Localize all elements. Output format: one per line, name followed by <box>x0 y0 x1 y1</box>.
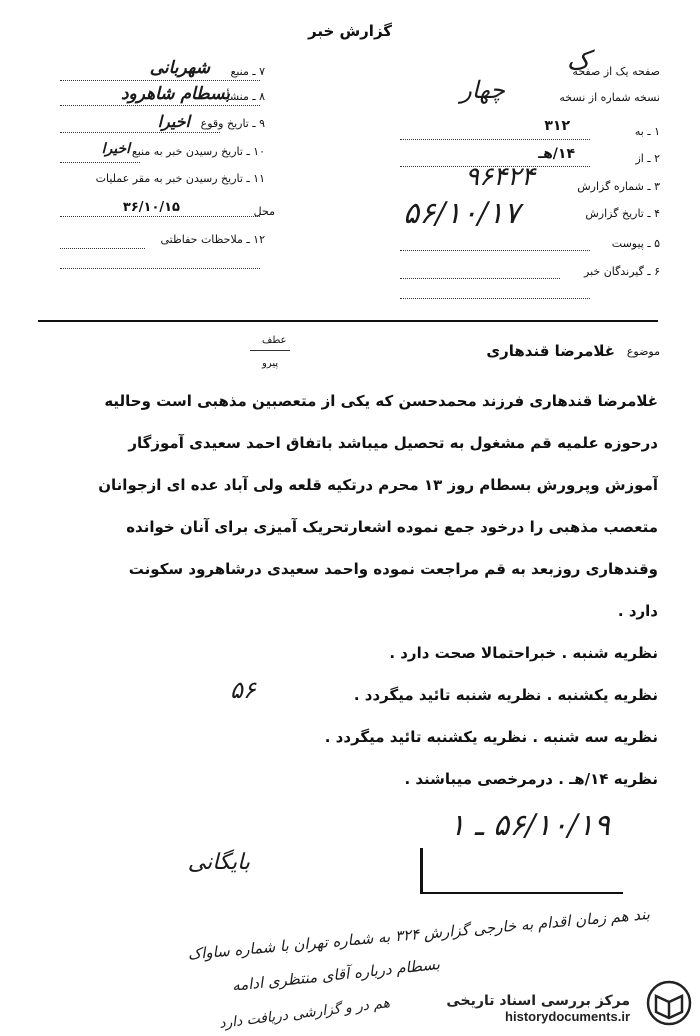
attachment-line <box>400 250 590 251</box>
body-line-4: متعصب مذهبی را درخود جمع نموده اشعارتحریک آمیزی برای آنان خوانده <box>126 518 658 536</box>
body-line-6: دارد . <box>617 602 658 620</box>
origin-label: ۸ ـ منشأ <box>226 90 265 103</box>
body-line-5: وقندهاری روزبعد به قم مراجعت نموده واحمد سعیدی درشاهرود سکونت <box>128 560 658 578</box>
watermark-name: مرکز بررسی اسناد تاریخی <box>446 993 630 1009</box>
to-label: ۱ ـ به <box>634 125 660 138</box>
security-notes-label: ۱۲ ـ ملاحظات حفاظتی <box>160 233 265 246</box>
body-line-1: غلامرضا قندهاری فرزند محمدحسن که یکی از متعصبین مذهبی است وحالیه <box>104 392 658 410</box>
subject-value: غلامرضا قندهاری <box>486 342 615 360</box>
body-line-2: درحوزه علمیه قم مشغول به تحصیل میباشد باتفاق احمد سعیدی آموزگار <box>128 434 658 452</box>
cross-ref-bottom: پیرو <box>262 358 279 369</box>
report-number-handwritten: ۹۶۴۲۴ <box>465 162 535 192</box>
archive-stamp-frame <box>420 848 623 894</box>
opinion-saturday: نظریه شنبه . خبراحتمالا صحت دارد . <box>389 644 658 662</box>
opinion-sunday: نظریه یکشنبه . نظریه شنبه تائید میگردد . <box>353 686 658 704</box>
cross-ref-divider <box>250 350 290 351</box>
date-stamp-handwritten: ۵۶/۱۰/۱۹ ـ ۱ <box>449 808 610 843</box>
report-number-label: ۳ ـ شماره گزارش <box>577 180 660 193</box>
book-logo-icon <box>646 980 692 1026</box>
occurrence-date-line <box>60 132 220 133</box>
occurrence-date-value: اخیرا <box>157 112 190 131</box>
attachment-label: ۵ ـ پیوست <box>611 237 660 250</box>
note-line-1: بند هم زمان اقدام به خارجی گزارش ۳۲۴ به شماره تهران با شماره ساواک <box>187 905 651 964</box>
cross-ref-top: عطف <box>262 335 287 346</box>
receipt-source-date-value: اخیرا <box>101 141 130 157</box>
report-date-handwritten: ۵۶/۱۰/۱۷ <box>403 196 520 231</box>
subject-label: موضوع <box>626 345 660 358</box>
copies-handwritten: چهار <box>460 76 505 104</box>
receipt-source-date-label: ۱۰ ـ تاریخ رسیدن خبر به منبع <box>131 145 265 158</box>
source-label: ۷ ـ منبع <box>230 65 265 78</box>
from-label: ۲ ـ از <box>635 152 660 165</box>
signature: بایگانی <box>187 850 250 875</box>
opinion-tuesday: نظریه سه شنبه . نظریه یکشنبه تائید میگردد . <box>324 728 658 746</box>
origin-line <box>60 105 260 106</box>
receipt-hq-date-value: ۳۶/۱۰/۱۵ <box>122 200 180 215</box>
to-line <box>400 139 590 140</box>
source-line <box>60 80 260 81</box>
handwritten-number-mark: ۵۶ <box>230 676 256 704</box>
opinion-14h: نظریه ۱۴/هـ . درمرخصی میباشند . <box>404 770 658 788</box>
watermark <box>446 993 630 1024</box>
watermark-url: historydocuments.ir <box>505 1009 630 1024</box>
security-notes-line <box>60 248 145 249</box>
origin-value: بسطام شاهرود <box>120 84 230 104</box>
report-date-label: ۴ ـ تاریخ گزارش <box>585 207 660 220</box>
from-value: ۱۴/هـ <box>538 146 575 162</box>
header-divider <box>38 320 658 322</box>
note-line-3: هم در و گزارشی دریافت دارد <box>218 995 391 1032</box>
to-value: ۳۱۲ <box>544 118 570 134</box>
page-info: صفحه یک از صفحه <box>572 65 660 78</box>
copy-info: نسخه شماره از نسخه <box>559 91 660 104</box>
security-notes-line-2 <box>60 268 260 269</box>
recipients-line-2 <box>400 298 590 299</box>
receipt-hq-date-line <box>60 216 260 217</box>
note-line-2: بسطام درباره آقای منتظری ادامه <box>231 955 441 995</box>
source-value: شهربانی <box>149 58 210 78</box>
occurrence-date-label: ۹ ـ تاریخ وقوع <box>200 117 265 130</box>
document-title: گزارش خبر <box>307 22 393 40</box>
receipt-source-date-line <box>60 162 140 163</box>
copy-mark: ک <box>566 46 590 76</box>
place-label: محل <box>253 205 275 218</box>
recipients-line <box>400 278 560 279</box>
receipt-hq-date-label: ۱۱ ـ تاریخ رسیدن خبر به مقر عملیات <box>95 172 265 185</box>
body-line-3: آموزش وپرورش بسطام روز ۱۳ محرم درتکیه قلعه ولی آباد عده ای ازجوانان <box>98 476 658 494</box>
recipients-label: ۶ ـ گیرندگان خبر <box>584 265 660 278</box>
